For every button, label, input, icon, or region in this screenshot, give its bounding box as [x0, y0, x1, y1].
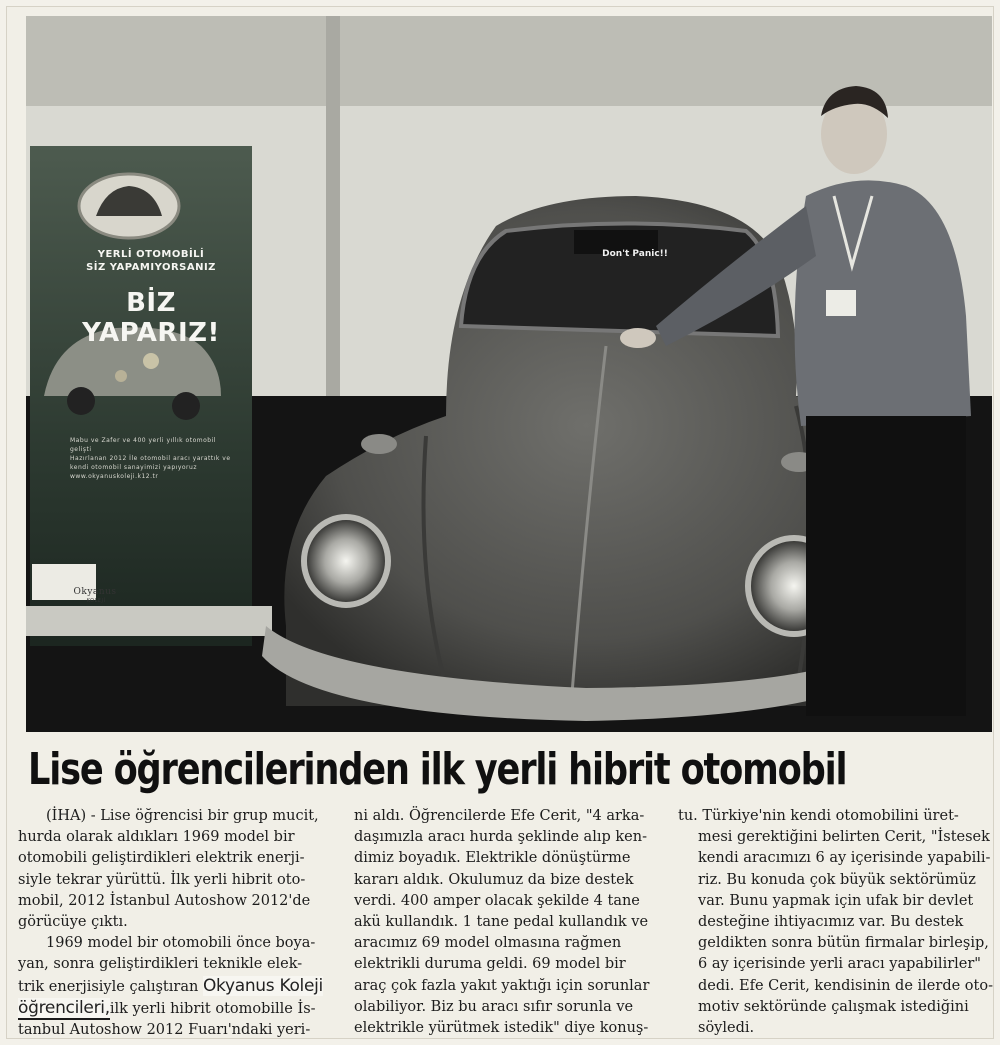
text-fragment: trik enerjisiyle çalıştıran [18, 978, 199, 995]
text-line: söyledi. [698, 1020, 755, 1037]
article-headline: Lise öğrencilerinden ilk yerli hibrit otomobil [28, 744, 847, 795]
school-name-highlight: Okyanus Koleji [202, 975, 323, 996]
article-column-2 [354, 806, 672, 1039]
text-line: tu. Türkiye'nin kendi otomobilini üret- [678, 808, 959, 824]
students-highlight: öğrencileri, [18, 997, 110, 1018]
text-line: aracımız 69 model olmasına rağmen [354, 935, 622, 952]
text-line: mesi gerektiğini belirten Cerit, "İstesek [698, 829, 990, 846]
text-line: hurda olarak aldıkları 1969 model bir [18, 829, 295, 846]
text-line: verdi. 400 amper olacak şekilde 4 tane [354, 892, 640, 909]
banner-tagline [56, 248, 246, 274]
text-line: var. Bunu yapmak için ufak bir devlet [698, 892, 974, 909]
windshield-sticker: Don't Panic!! [602, 249, 668, 259]
text-line: yan, sonra geliştirdikleri teknikle elek- [18, 956, 303, 973]
text-line: motiv sektöründe çalışmak istediğini [698, 998, 969, 1015]
banner-logo-subtitle: KOLEJİ [86, 598, 106, 604]
text-line: ni aldı. Öğrencilerde Efe Cerit, "4 arka- [354, 808, 645, 824]
banner-logo-name: Okyanus [73, 587, 117, 597]
text-line: (İHA) - Lise öğrencisi bir grup mucit, [46, 808, 319, 824]
photo-illustration [26, 16, 992, 732]
banner-small-line: Mabu ve Zafer ve 400 yerli yıllık otomobil gelişti [70, 437, 216, 453]
banner-small-line: Hazırlanan 2012 İle otomobil aracı yarattık ve [70, 455, 231, 462]
text-line: otomobili geliştirdikleri elektrik enerji- [18, 850, 305, 867]
text-line: elektrikli duruma geldi. 69 model bir [354, 956, 626, 973]
article-column-3 [678, 806, 994, 1039]
article-photo [26, 16, 992, 732]
text-line: 1969 model bir otomobili önce boya- [46, 935, 316, 952]
text-line: mobil, 2012 İstanbul Autoshow 2012'de [18, 892, 311, 909]
text-line: 6 ay içerisinde yerli aracı yapabilirler" [698, 956, 981, 973]
text-line: geldikten sonra bütün firmalar birleşip, [698, 935, 989, 952]
banner-line-2: SİZ YAPAMIYORSANIZ [86, 262, 216, 273]
text-line: elektrikle yürütmek istedik" diye konuş- [354, 1020, 649, 1037]
text-line: araç çok fazla yakıt yaktığı için sorunlar [354, 977, 650, 994]
banner-slogan: BİZ YAPARIZ! [82, 288, 220, 348]
text-line: daşımızla aracı hurda şeklinde alıp ken- [354, 829, 647, 846]
newspaper-clipping [6, 6, 994, 1039]
article-column-1 [18, 806, 348, 1041]
text-line: tanbul Autoshow 2012 Fuarı'ndaki yeri- [18, 1022, 311, 1039]
text-line: desteğine ihtiyacımız var. Bu destek [698, 914, 964, 931]
text-line: kararı aldık. Okulumuz da bize destek [354, 871, 634, 888]
banner-line-1: YERLİ OTOMOBİLİ [97, 249, 205, 260]
text-fragment: ilk yerli hibrit otomobille İs- [109, 1000, 316, 1017]
banner-small-text [70, 436, 235, 481]
banner-small-line: www.okyanuskoleji.k12.tr [70, 473, 159, 480]
banner-small-line: kendi otomobil sanayimizi yapıyoruz [70, 464, 197, 471]
text-line: olabiliyor. Biz bu aracı sıfır sorunla ve [354, 998, 634, 1015]
text-line [18, 976, 348, 998]
text-line: riz. Bu konuda çok büyük sektörümüz [698, 871, 976, 888]
text-line [18, 998, 348, 1020]
text-line: dedi. Efe Cerit, kendisinin de ilerde oto- [698, 977, 993, 994]
text-line: kendi aracımızı 6 ay içerisinde yapabili- [698, 850, 991, 867]
text-line: dimiz boyadık. Elektrikle dönüştürme [354, 850, 631, 867]
text-line: siyle tekrar yürüttü. İlk yerli hibrit oto- [18, 871, 306, 888]
text-line: akü kullandık. 1 tane pedal kullandık ve [354, 914, 649, 931]
text-line: görücüye çıktı. [18, 914, 128, 931]
